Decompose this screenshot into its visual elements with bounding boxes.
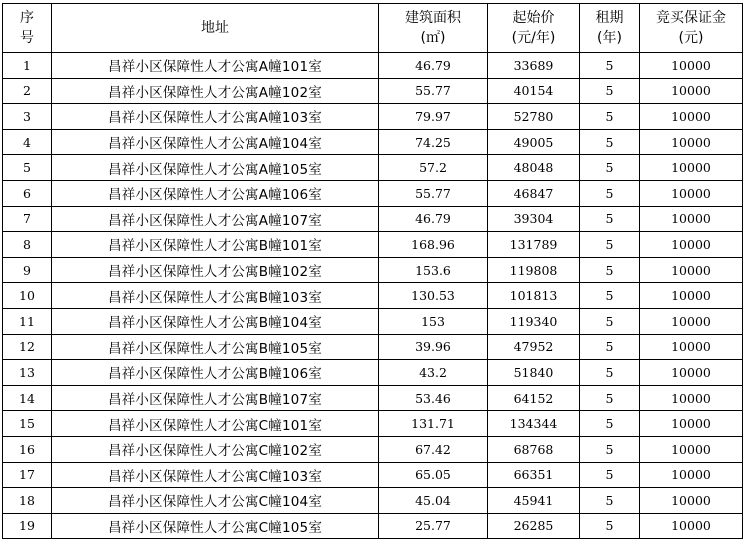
cell-deposit: 10000 [640,308,743,334]
cell-area: 43.2 [379,360,488,386]
cell-term: 5 [580,385,640,411]
cell-seq: 15 [3,411,52,437]
cell-price: 48048 [488,155,580,181]
cell-seq: 17 [3,462,52,488]
cell-deposit: 10000 [640,78,743,104]
cell-term: 5 [580,180,640,206]
cell-deposit: 10000 [640,129,743,155]
cell-price: 51840 [488,360,580,386]
cell-seq: 11 [3,308,52,334]
table-row [3,411,743,437]
cell-price: 26285 [488,513,580,539]
cell-deposit: 10000 [640,283,743,309]
cell-address: 昌祥小区保障性人才公寓B幢107室 [52,385,379,411]
cell-area: 168.96 [379,232,488,258]
cell-deposit: 10000 [640,180,743,206]
cell-price: 47952 [488,334,580,360]
cell-address: 昌祥小区保障性人才公寓B幢101室 [52,232,379,258]
table-row [3,334,743,360]
cell-area: 55.77 [379,78,488,104]
table-body [3,53,743,539]
header-deposit-line1: 竞买保证金 [656,10,726,26]
cell-price: 134344 [488,411,580,437]
cell-seq: 13 [3,360,52,386]
cell-deposit: 10000 [640,436,743,462]
cell-deposit: 10000 [640,334,743,360]
cell-address: 昌祥小区保障性人才公寓A幢106室 [52,180,379,206]
cell-term: 5 [580,283,640,309]
cell-price: 119340 [488,308,580,334]
cell-area: 153.6 [379,257,488,283]
table-row [3,104,743,130]
cell-seq: 16 [3,436,52,462]
cell-price: 66351 [488,462,580,488]
cell-area: 130.53 [379,283,488,309]
cell-area: 153 [379,308,488,334]
cell-price: 68768 [488,436,580,462]
table-row [3,257,743,283]
cell-address: 昌祥小区保障性人才公寓B幢104室 [52,308,379,334]
cell-price: 52780 [488,104,580,130]
cell-term: 5 [580,513,640,539]
cell-seq: 1 [3,53,52,79]
table-row [3,129,743,155]
header-area-line1: 建筑面积 [405,10,461,26]
cell-deposit: 10000 [640,104,743,130]
cell-term: 5 [580,488,640,514]
cell-seq: 6 [3,180,52,206]
cell-area: 79.97 [379,104,488,130]
header-deposit [640,4,743,53]
cell-seq: 3 [3,104,52,130]
cell-area: 65.05 [379,462,488,488]
cell-term: 5 [580,232,640,258]
cell-area: 53.46 [379,385,488,411]
cell-deposit: 10000 [640,411,743,437]
table-row [3,308,743,334]
cell-area: 39.96 [379,334,488,360]
header-address-label: 地址 [201,20,229,36]
table-row [3,53,743,79]
cell-term: 5 [580,436,640,462]
header-term [580,4,640,53]
cell-term: 5 [580,411,640,437]
header-seq [3,4,52,53]
cell-deposit: 10000 [640,257,743,283]
cell-address: 昌祥小区保障性人才公寓C幢101室 [52,411,379,437]
header-term-line2: (年) [597,30,622,46]
cell-address: 昌祥小区保障性人才公寓C幢102室 [52,436,379,462]
cell-term: 5 [580,462,640,488]
cell-deposit: 10000 [640,360,743,386]
cell-address: 昌祥小区保障性人才公寓A幢101室 [52,53,379,79]
header-price-line1: 起始价 [512,10,555,26]
cell-address: 昌祥小区保障性人才公寓B幢106室 [52,360,379,386]
cell-deposit: 10000 [640,206,743,232]
table-row [3,180,743,206]
header-price [488,4,580,53]
cell-area: 57.2 [379,155,488,181]
cell-seq: 12 [3,334,52,360]
table-header-row [3,4,743,53]
cell-term: 5 [580,334,640,360]
cell-area: 25.77 [379,513,488,539]
cell-term: 5 [580,206,640,232]
cell-address: 昌祥小区保障性人才公寓A幢103室 [52,104,379,130]
cell-address: 昌祥小区保障性人才公寓C幢104室 [52,488,379,514]
table-row [3,385,743,411]
cell-term: 5 [580,308,640,334]
cell-deposit: 10000 [640,232,743,258]
cell-area: 46.79 [379,206,488,232]
cell-term: 5 [580,155,640,181]
cell-term: 5 [580,104,640,130]
cell-deposit: 10000 [640,53,743,79]
table-row [3,462,743,488]
table-row [3,436,743,462]
cell-address: 昌祥小区保障性人才公寓A幢102室 [52,78,379,104]
header-seq-line1: 序 [20,10,34,26]
cell-address: 昌祥小区保障性人才公寓A幢107室 [52,206,379,232]
header-price-line2: (元/年) [511,30,556,46]
cell-seq: 8 [3,232,52,258]
cell-term: 5 [580,78,640,104]
cell-price: 101813 [488,283,580,309]
cell-deposit: 10000 [640,385,743,411]
table-row [3,155,743,181]
cell-address: 昌祥小区保障性人才公寓C幢105室 [52,513,379,539]
cell-price: 46847 [488,180,580,206]
cell-address: 昌祥小区保障性人才公寓B幢105室 [52,334,379,360]
table-row [3,283,743,309]
table-row [3,78,743,104]
cell-price: 64152 [488,385,580,411]
header-seq-line2: 号 [20,30,34,46]
cell-seq: 7 [3,206,52,232]
cell-term: 5 [580,129,640,155]
cell-price: 39304 [488,206,580,232]
cell-seq: 2 [3,78,52,104]
cell-area: 46.79 [379,53,488,79]
cell-price: 45941 [488,488,580,514]
cell-address: 昌祥小区保障性人才公寓B幢102室 [52,257,379,283]
cell-address: 昌祥小区保障性人才公寓C幢103室 [52,462,379,488]
table-row [3,488,743,514]
rental-listing-table [2,3,743,539]
table-row [3,360,743,386]
cell-deposit: 10000 [640,462,743,488]
table-row [3,232,743,258]
cell-seq: 18 [3,488,52,514]
cell-area: 67.42 [379,436,488,462]
table-row [3,206,743,232]
cell-seq: 10 [3,283,52,309]
table-row [3,513,743,539]
cell-seq: 9 [3,257,52,283]
header-term-line1: 租期 [595,10,624,26]
cell-price: 33689 [488,53,580,79]
header-area-line2: (㎡) [420,30,446,46]
cell-seq: 19 [3,513,52,539]
cell-area: 131.71 [379,411,488,437]
header-address [52,4,379,53]
cell-area: 74.25 [379,129,488,155]
cell-term: 5 [580,360,640,386]
header-area [379,4,488,53]
cell-term: 5 [580,257,640,283]
cell-seq: 5 [3,155,52,181]
cell-address: 昌祥小区保障性人才公寓A幢105室 [52,155,379,181]
header-deposit-line2: (元) [678,30,704,46]
cell-address: 昌祥小区保障性人才公寓B幢103室 [52,283,379,309]
cell-deposit: 10000 [640,155,743,181]
cell-term: 5 [580,53,640,79]
cell-seq: 14 [3,385,52,411]
cell-price: 49005 [488,129,580,155]
cell-price: 40154 [488,78,580,104]
cell-deposit: 10000 [640,513,743,539]
cell-deposit: 10000 [640,488,743,514]
cell-area: 45.04 [379,488,488,514]
cell-seq: 4 [3,129,52,155]
cell-area: 55.77 [379,180,488,206]
cell-price: 119808 [488,257,580,283]
cell-price: 131789 [488,232,580,258]
cell-address: 昌祥小区保障性人才公寓A幢104室 [52,129,379,155]
